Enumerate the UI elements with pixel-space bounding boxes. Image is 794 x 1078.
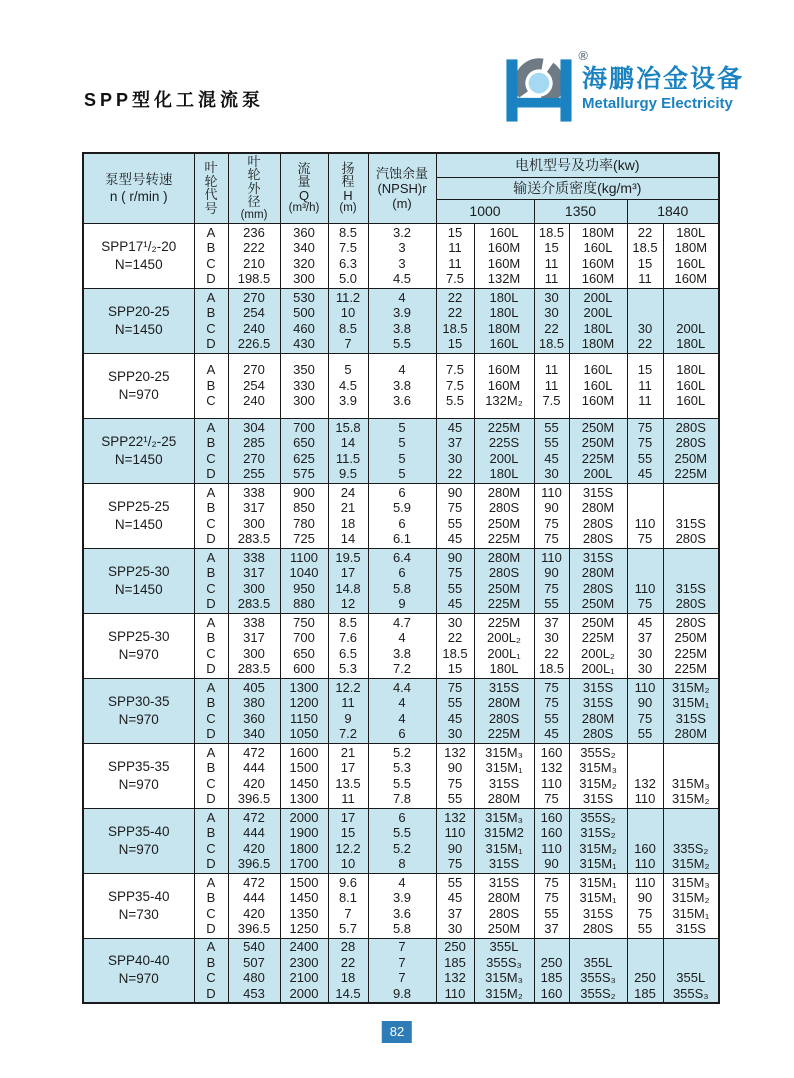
- motor-model-1840-cell: 315M₃ 315M₂: [663, 743, 719, 808]
- head-cell: 8.5 7.6 6.5 5.3: [328, 613, 368, 678]
- head-cell: 11.2 10 8.5 7: [328, 288, 368, 353]
- power-1350-cell: 110 90 75 75: [534, 483, 569, 548]
- npsh-cell: 7 7 7 9.8: [368, 938, 436, 1003]
- impeller-diameter-cell: 540 507 480 453: [228, 938, 280, 1003]
- npsh-cell: 5 5 5 5: [368, 418, 436, 483]
- impeller-code-cell: A B C D: [194, 743, 228, 808]
- impeller-diameter-cell: 405 380 360 340: [228, 678, 280, 743]
- registered-trademark-icon: ®: [578, 48, 588, 63]
- flow-cell: 900 850 780 725: [280, 483, 328, 548]
- motor-model-1000-cell: 315M₃ 315M₁ 315S 280M: [474, 743, 534, 808]
- flow-cell: 350 330 300: [280, 353, 328, 418]
- header-density-1350: 1350: [534, 199, 627, 223]
- header-motor-title: 电机型号及功率(kw): [436, 153, 719, 177]
- motor-model-1350-cell: 315M₁ 315M₁ 315S 280S: [569, 873, 627, 938]
- header-density-1000: 1000: [436, 199, 534, 223]
- pump-model-cell: SPP35-35 N=970: [83, 743, 194, 808]
- pump-group-row: [83, 483, 719, 548]
- power-1000-cell: 7.5 7.5 5.5: [436, 353, 474, 418]
- pump-group-row: [83, 288, 719, 353]
- npsh-cell: 4.7 4 3.8 7.2: [368, 613, 436, 678]
- power-1350-cell: 37 30 22 18.5: [534, 613, 569, 678]
- power-1000-cell: 250 185 132 110: [436, 938, 474, 1003]
- pump-model-cell: SPP40-40 N=970: [83, 938, 194, 1003]
- impeller-diameter-cell: 472 444 420 396.5: [228, 873, 280, 938]
- motor-model-1350-cell: 315S 315S 280M 280S: [569, 678, 627, 743]
- motor-model-1840-cell: 335S₂ 315M₂: [663, 808, 719, 873]
- motor-model-1350-cell: 250M 250M 225M 200L: [569, 418, 627, 483]
- power-1840-cell: 110 75: [627, 548, 663, 613]
- pump-model-cell: SPP22¹/₂-25 N=1450: [83, 418, 194, 483]
- motor-model-1350-cell: 355S₂ 315S₂ 315M₂ 315M₁: [569, 808, 627, 873]
- npsh-cell: 4 3.8 3.6: [368, 353, 436, 418]
- pump-group-row: [83, 873, 719, 938]
- header-pump-model: 泵型号转速 n ( r/min ): [83, 153, 194, 223]
- motor-model-1000-cell: 315S 280M 280S 225M: [474, 678, 534, 743]
- head-cell: 17 15 12.2 10: [328, 808, 368, 873]
- power-1000-cell: 75 55 45 30: [436, 678, 474, 743]
- power-1840-cell: 110 90 75 55: [627, 873, 663, 938]
- npsh-cell: 6 5.9 6 6.1: [368, 483, 436, 548]
- impeller-diameter-cell: 236 222 210 198.5: [228, 223, 280, 288]
- impeller-code-cell: A B C D: [194, 678, 228, 743]
- head-cell: 9.6 8.1 7 5.7: [328, 873, 368, 938]
- flow-cell: 750 700 650 600: [280, 613, 328, 678]
- impeller-code-cell: A B C D: [194, 418, 228, 483]
- pump-group-row: [83, 353, 719, 418]
- table-body: [83, 223, 719, 1003]
- pump-model-cell: SPP30-35 N=970: [83, 678, 194, 743]
- header-head: 扬 程 H (m): [328, 153, 368, 223]
- motor-model-1000-cell: 280M 280S 250M 225M: [474, 483, 534, 548]
- header-impeller-diameter: 叶 轮 外 径 (mm): [228, 153, 280, 223]
- power-1350-cell: 11 11 7.5: [534, 353, 569, 418]
- impeller-code-cell: A B C D: [194, 483, 228, 548]
- pump-group-row: [83, 418, 719, 483]
- npsh-cell: 3.2 3 3 4.5: [368, 223, 436, 288]
- power-1000-cell: 90 75 55 45: [436, 548, 474, 613]
- page-title: SPP型化工混流泵: [84, 90, 265, 110]
- power-1350-cell: 30 30 22 18.5: [534, 288, 569, 353]
- head-cell: 28 22 18 14.5: [328, 938, 368, 1003]
- motor-model-1840-cell: 355L 355S₃: [663, 938, 719, 1003]
- motor-model-1840-cell: 315S 280S: [663, 548, 719, 613]
- motor-model-1350-cell: 315S 280M 280S 280S: [569, 483, 627, 548]
- flow-cell: 2000 1900 1800 1700: [280, 808, 328, 873]
- motor-model-1840-cell: 280S 250M 225M 225M: [663, 613, 719, 678]
- power-1840-cell: 75 75 55 45: [627, 418, 663, 483]
- table-header: [83, 153, 719, 223]
- impeller-diameter-cell: 338 317 300 283.5: [228, 483, 280, 548]
- pump-group-row: [83, 613, 719, 678]
- motor-model-1000-cell: 180L 180L 180M 160L: [474, 288, 534, 353]
- motor-model-1840-cell: 315S 280S: [663, 483, 719, 548]
- head-cell: 19.5 17 14.8 12: [328, 548, 368, 613]
- logo-text: [582, 66, 744, 113]
- motor-model-1000-cell: 225M 225S 200L 180L: [474, 418, 534, 483]
- motor-model-1000-cell: 355L 355S₃ 315M₃ 315M₂: [474, 938, 534, 1003]
- power-1840-cell: 160 110: [627, 808, 663, 873]
- motor-model-1000-cell: 315S 280M 280S 250M: [474, 873, 534, 938]
- npsh-cell: 6.4 6 5.8 9: [368, 548, 436, 613]
- motor-model-1840-cell: 280S 280S 250M 225M: [663, 418, 719, 483]
- flow-cell: 360 340 320 300: [280, 223, 328, 288]
- power-1350-cell: 75 75 55 45: [534, 678, 569, 743]
- power-1000-cell: 22 22 18.5 15: [436, 288, 474, 353]
- motor-model-1350-cell: 355L 355S₃ 355S₂: [569, 938, 627, 1003]
- power-1000-cell: 90 75 55 45: [436, 483, 474, 548]
- power-1350-cell: 110 90 75 55: [534, 548, 569, 613]
- motor-model-1840-cell: 180L 160L 160L: [663, 353, 719, 418]
- impeller-diameter-cell: 472 444 420 396.5: [228, 743, 280, 808]
- npsh-cell: 4 3.9 3.8 5.5: [368, 288, 436, 353]
- impeller-diameter-cell: 270 254 240: [228, 353, 280, 418]
- impeller-code-cell: A B C D: [194, 873, 228, 938]
- flow-cell: 1100 1040 950 880: [280, 548, 328, 613]
- logo-h-icon: [502, 52, 576, 126]
- power-1840-cell: 110 75: [627, 483, 663, 548]
- power-1350-cell: 75 75 55 37: [534, 873, 569, 938]
- impeller-diameter-cell: 338 317 300 283.5: [228, 548, 280, 613]
- impeller-diameter-cell: 338 317 300 283.5: [228, 613, 280, 678]
- header-flow: 流 量 Q (m³/h): [280, 153, 328, 223]
- npsh-cell: 4.4 4 4 6: [368, 678, 436, 743]
- power-1840-cell: 132 110: [627, 743, 663, 808]
- page-number-badge: 82: [382, 1021, 412, 1043]
- pump-model-cell: SPP20-25 N=1450: [83, 288, 194, 353]
- motor-model-1840-cell: 200L 180L: [663, 288, 719, 353]
- flow-cell: 2400 2300 2100 2000: [280, 938, 328, 1003]
- npsh-cell: 6 5.5 5.2 8: [368, 808, 436, 873]
- motor-model-1350-cell: 180M 160L 160M 160M: [569, 223, 627, 288]
- logo-mark: [502, 48, 588, 126]
- flow-cell: 1500 1450 1350 1250: [280, 873, 328, 938]
- power-1350-cell: 160 132 110 75: [534, 743, 569, 808]
- power-1000-cell: 15 11 11 7.5: [436, 223, 474, 288]
- motor-model-1350-cell: 200L 200L 180L 180M: [569, 288, 627, 353]
- head-cell: 5 4.5 3.9: [328, 353, 368, 418]
- power-1000-cell: 132 110 90 75: [436, 808, 474, 873]
- company-name-en: Metallurgy Electricity: [581, 95, 733, 112]
- flow-cell: 700 650 625 575: [280, 418, 328, 483]
- pump-group-row: [83, 223, 719, 288]
- company-logo: [502, 48, 744, 126]
- impeller-code-cell: A B C D: [194, 548, 228, 613]
- header-impeller-code: 叶 轮 代 号: [194, 153, 228, 223]
- pump-model-cell: SPP35-40 N=970: [83, 808, 194, 873]
- pump-spec-table: [82, 152, 720, 1004]
- impeller-diameter-cell: 472 444 420 396.5: [228, 808, 280, 873]
- pump-group-row: [83, 938, 719, 1003]
- impeller-code-cell: A B C D: [194, 938, 228, 1003]
- power-1840-cell: 30 22: [627, 288, 663, 353]
- motor-model-1840-cell: 180L 180M 160L 160M: [663, 223, 719, 288]
- power-1350-cell: 18.5 15 11 11: [534, 223, 569, 288]
- power-1000-cell: 132 90 75 55: [436, 743, 474, 808]
- pump-model-cell: SPP25-25 N=1450: [83, 483, 194, 548]
- impeller-code-cell: A B C D: [194, 223, 228, 288]
- flow-cell: 1300 1200 1150 1050: [280, 678, 328, 743]
- pump-model-cell: SPP35-40 N=730: [83, 873, 194, 938]
- header-npsh: 汽蚀余量 (NPSH)r (m): [368, 153, 436, 223]
- power-1840-cell: 45 37 30 30: [627, 613, 663, 678]
- power-1350-cell: 250 185 160: [534, 938, 569, 1003]
- pump-group-row: [83, 808, 719, 873]
- npsh-cell: 4 3.9 3.6 5.8: [368, 873, 436, 938]
- power-1840-cell: 15 11 11: [627, 353, 663, 418]
- head-cell: 21 17 13.5 11: [328, 743, 368, 808]
- impeller-diameter-cell: 304 285 270 255: [228, 418, 280, 483]
- power-1350-cell: 55 55 45 30: [534, 418, 569, 483]
- impeller-code-cell: A B C: [194, 353, 228, 418]
- power-1000-cell: 55 45 37 30: [436, 873, 474, 938]
- motor-model-1840-cell: 315M₂ 315M₁ 315S 280M: [663, 678, 719, 743]
- impeller-code-cell: A B C D: [194, 288, 228, 353]
- flow-cell: 1600 1500 1450 1300: [280, 743, 328, 808]
- header-density-1840: 1840: [627, 199, 719, 223]
- power-1350-cell: 160 160 110 90: [534, 808, 569, 873]
- pump-group-row: [83, 548, 719, 613]
- power-1000-cell: 30 22 18.5 15: [436, 613, 474, 678]
- power-1840-cell: 250 185: [627, 938, 663, 1003]
- power-1000-cell: 45 37 30 22: [436, 418, 474, 483]
- impeller-code-cell: A B C D: [194, 808, 228, 873]
- head-cell: 8.5 7.5 6.3 5.0: [328, 223, 368, 288]
- motor-model-1350-cell: 355S₂ 315M₃ 315M₂ 315S: [569, 743, 627, 808]
- company-name-cn: 海鹏冶金设备: [581, 64, 744, 93]
- motor-model-1840-cell: 315M₃ 315M₂ 315M₁ 315S: [663, 873, 719, 938]
- head-cell: 24 21 18 14: [328, 483, 368, 548]
- power-1840-cell: 110 90 75 55: [627, 678, 663, 743]
- motor-model-1000-cell: 160L 160M 160M 132M: [474, 223, 534, 288]
- power-1840-cell: 22 18.5 15 11: [627, 223, 663, 288]
- motor-model-1350-cell: 160L 160L 160M: [569, 353, 627, 418]
- pump-model-cell: SPP25-30 N=1450: [83, 548, 194, 613]
- pump-group-row: [83, 743, 719, 808]
- impeller-diameter-cell: 270 254 240 226.5: [228, 288, 280, 353]
- motor-model-1000-cell: 225M 200L₂ 200L₁ 180L: [474, 613, 534, 678]
- motor-model-1000-cell: 315M₃ 315M2 315M₁ 315S: [474, 808, 534, 873]
- motor-model-1350-cell: 250M 225M 200L₂ 200L₁: [569, 613, 627, 678]
- motor-model-1000-cell: 280M 280S 250M 225M: [474, 548, 534, 613]
- npsh-cell: 5.2 5.3 5.5 7.8: [368, 743, 436, 808]
- pump-group-row: [83, 678, 719, 743]
- pump-model-cell: SPP20-25 N=970: [83, 353, 194, 418]
- motor-model-1350-cell: 315S 280M 280S 250M: [569, 548, 627, 613]
- motor-model-1000-cell: 160M 160M 132M₂: [474, 353, 534, 418]
- head-cell: 15.8 14 11.5 9.5: [328, 418, 368, 483]
- pump-model-cell: SPP25-30 N=970: [83, 613, 194, 678]
- head-cell: 12.2 11 9 7.2: [328, 678, 368, 743]
- flow-cell: 530 500 460 430: [280, 288, 328, 353]
- pump-model-cell: SPP17¹/₂-20 N=1450: [83, 223, 194, 288]
- header-density-title: 输送介质密度(kg/m³): [436, 177, 719, 199]
- impeller-code-cell: A B C D: [194, 613, 228, 678]
